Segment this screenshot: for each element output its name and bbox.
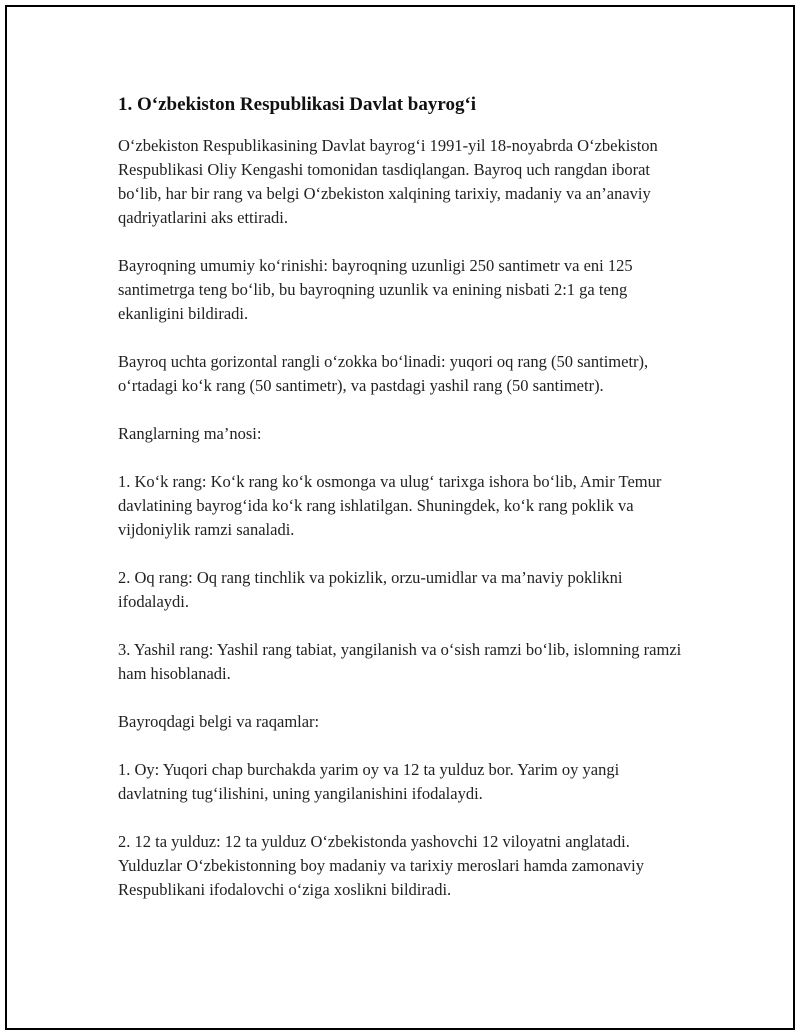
paragraph-dimensions: Bayroqning umumiy ko‘rinishi: bayroqning uzunligi 250 santimetr va eni 125 santimetrga teng bo‘lib, bu bayroqning uzunlik va enining nisbati 2:1 ga teng ekanligini bildiradi. [118, 256, 633, 323]
paragraph-intro: O‘zbekiston Respublikasining Davlat bayrog‘i 1991-yil 18-noyabrda O‘zbekiston Respublikasi Oliy Kengashi tomonidan tasdiqlangan. Bayroq uch rangdan iborat bo‘lib, har bir rang va belgi O‘zbekiston xalqining tarixiy, madaniy va an’anaviy qadriyatlarini aks ettiradi. [118, 136, 658, 227]
paragraph-green: 3. Yashil rang: Yashil rang tabiat, yangilanish va o‘sish ramzi bo‘lib, islomning ramzi ham hisoblanadi. [118, 640, 682, 683]
paragraph-moon: 1. Oy: Yuqori chap burchakda yarim oy va 12 ta yulduz bor. Yarim oy yangi davlatning tug‘ilishini, uning yangilanishini ifodalaydi. [118, 760, 620, 803]
document-title: 1. O‘zbekiston Respublikasi Davlat bayrog‘i [118, 94, 477, 115]
paragraph-symbols-heading: Bayroqdagi belgi va raqamlar: [118, 712, 320, 731]
paragraph-colors-heading: Ranglarning ma’nosi: [118, 424, 262, 443]
paragraph-stripes: Bayroq uchta gorizontal rangli o‘zokka bo‘linadi: yuqori oq rang (50 santimetr), o‘rtadagi ko‘k rang (50 santimetr), va pastdagi yashil rang (50 santimetr). [118, 352, 649, 395]
paragraph-white: 2. Oq rang: Oq rang tinchlik va pokizlik, orzu-umidlar va ma’naviy poklikni ifodalaydi. [118, 568, 623, 611]
paragraph-stars: 2. 12 ta yulduz: 12 ta yulduz O‘zbekistonda yashovchi 12 viloyatni anglatadi. Yulduzlar O‘zbekistonning boy madaniy va tarixiy meroslari hamda zamonaviy Respublikani ifodalovchi o‘ziga xoslikni bildiradi. [118, 832, 645, 899]
document-body [118, 92, 688, 926]
paragraph-blue: 1. Ko‘k rang: Ko‘k rang ko‘k osmonga va ulug‘ tarixga ishora bo‘lib, Amir Temur davlatining bayrog‘ida ko‘k rang ishlatilgan. Shuningdek, ko‘k rang poklik va vijdoniylik ramzi sanaladi. [118, 472, 662, 539]
